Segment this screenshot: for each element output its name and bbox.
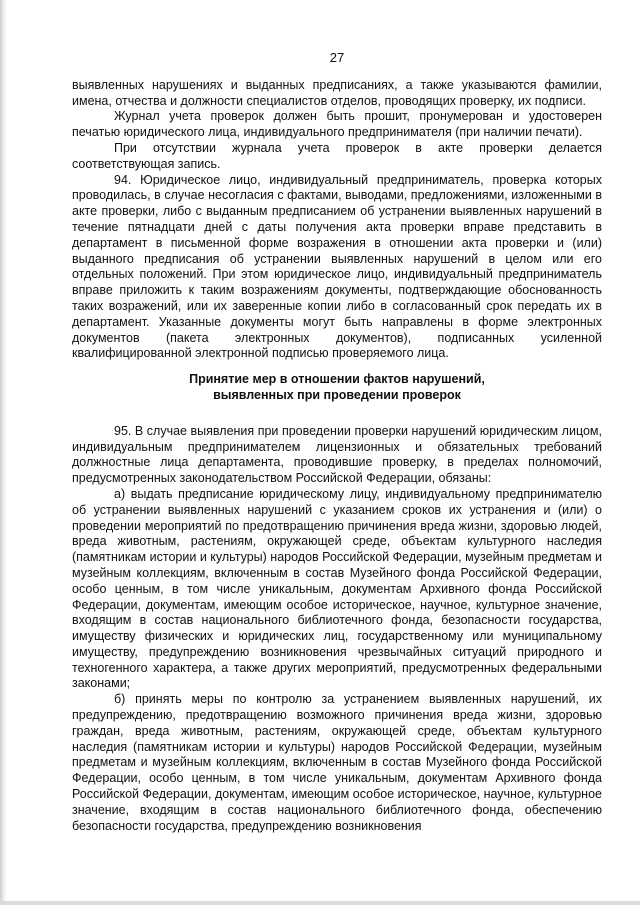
paragraph-95: 95. В случае выявления при проведении проверки нарушений юридическим лицом, индивидуальным предпринимателем лицензионных и обязательных требований должностные лица департамента, проводившие проверку, в пределах полномочий, предусмотренных законодательством Российской Федерации, обязаны: [72, 423, 602, 486]
section-heading-line-1: Принятие мер в отношении фактов нарушений, [189, 372, 485, 387]
section-heading [72, 372, 602, 404]
scan-edge-bottom [0, 901, 640, 905]
paragraph-no-journal: При отсутствии журнала учета проверок в акте проверки делается соответствующая запись. [72, 140, 602, 171]
scan-edge [0, 0, 7, 905]
document-page [72, 50, 602, 834]
paragraph-journal-binding: Журнал учета проверок должен быть прошит, пронумерован и удостоверен печатью юридического лица, индивидуального предпринимателя (при наличии печати). [72, 109, 602, 140]
section-heading-line-2: выявленных при проведении проверок [213, 387, 461, 402]
paragraph-95-b: б) принять меры по контролю за устранением выявленных нарушений, их предупреждению, предотвращению возможного причинения вреда жизни, здоровью граждан, вреда животным, растениям, окружающей среде, объектам культурного наследия (памятникам истории и культуры) народов Российской Федерации, музейным предметам и музейным коллекциям, включенным в состав Музейного фонда Российской Федерации, особо ценным, в том числе уникальным, документам Архивного фонда Российской Федерации, документам, имеющим особое историческое, научное, культурное значение, входящим в состав национального библиотечного фонда, обеспечению безопасности государства, предупреждению возникновения [72, 692, 602, 833]
paragraph-continuation: выявленных нарушениях и выданных предписаниях, а также указываются фамилии, имена, отчества и должности специалистов отделов, проводящих проверку, их подписи. [72, 77, 602, 108]
paragraph-94: 94. Юридическое лицо, индивидуальный предприниматель, проверка которых проводилась, в случае несогласия с фактами, выводами, предложениями, изложенными в акте проверки, либо с выданным предписанием об устранении выявленных нарушений в течение пятнадцати дней с даты получения акта проверки вправе представить в департамент в письменной форме возражения в отношении акта проверки и (или) выданного предписания об устранении выявленных нарушений в целом или его отдельных положений. При этом юридическое лицо, индивидуальный предприниматель вправе приложить к таким возражениям документы, подтверждающие обоснованность таких возражений, или их заверенные копии либо в согласованный срок передать их в департамент. Указанные документы могут быть направлены в форме электронных документов (пакета электронных документов), подписанных усиленной квалифицированной электронной подписью проверяемого лица. [72, 172, 602, 361]
paragraph-95-a: а) выдать предписание юридическому лицу, индивидуальному предпринимателю об устранении выявленных нарушений с указанием сроков их устранения и (или) о проведении мероприятий по предотвращению причинения вреда жизни, здоровью людей, вреда животным, растениям, окружающей среде, объектам культурного наследия (памятникам истории и культуры) народов Российской Федерации, музейным предметам и музейным коллекциям, включенным в состав Музейного фонда Российской Федерации, особо ценным, в том числе уникальным, документам Архивного фонда Российской Федерации, документам, имеющим особое историческое, научное, культурное значение, входящим в состав национального библиотечного фонда, безопасности государства, имуществу физических и юридических лиц, государственному или муниципальному имуществу, предупреждению возникновения чрезвычайных ситуаций природного и техногенного характера, а также других мероприятий, предусмотренных федеральными законами; [72, 486, 602, 691]
page-number: 27 [329, 50, 345, 65]
